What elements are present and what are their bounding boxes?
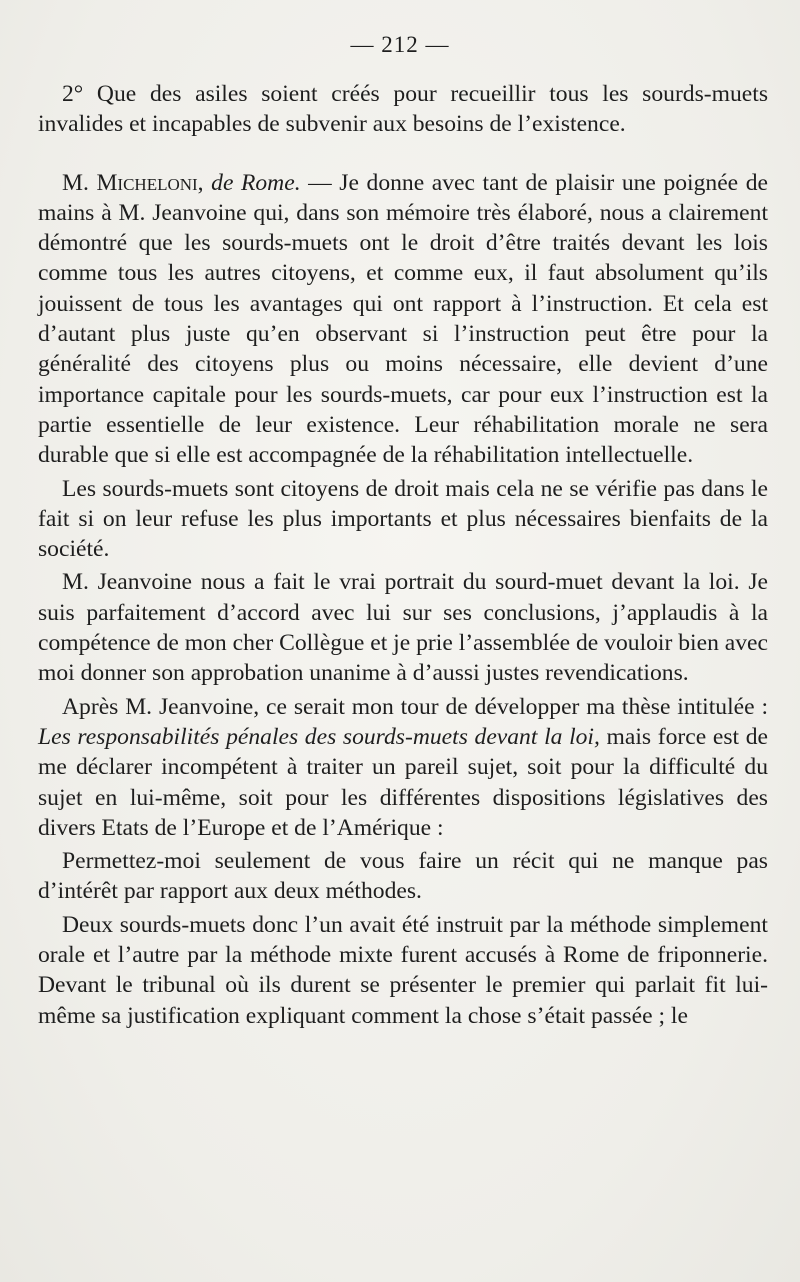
speaker-origin: de Rome. (211, 169, 301, 196)
paragraph-resolution: 2° Que des asiles soient créés pour recueillir tous les sourds-muets invalides et incapables de subvenir aux besoins de l’existence. (38, 81, 768, 138)
paragraph-recit-intro: Permettez-moi seulement de vous faire un récit qui ne manque pas d’intérêt par rapport aux deux méthodes. (38, 848, 768, 905)
thesis-title: Les responsabilités pénales des sourds-muets devant la loi, (38, 723, 600, 750)
speaker-name: M. Micheloni, (62, 169, 204, 196)
speech-text: — Je donne avec tant de plaisir une poignée de mains à M. Jeanvoine qui, dans son mémoire très élaboré, nous a clairement démontré que les sourds-muets ont le droit d’être traités devant les lois comme tous les autres citoyens, et comme eux, il faut absolument qu’ils jouissent de tous les avantages qui ont rapport à l’instruction. Et cela est d’autant plus juste qu’en observant si l’instruction peut être pour la généralité des citoyens plus ou moins nécessaire, elle devient d’une importance capitale pour les sourds-muets, car pour eux l’instruction est la partie essentielle de leur existence. Leur réhabilitation morale ne sera durable que si elle est accompagnée de la réhabilitation intellectuelle. (38, 169, 768, 469)
paragraph-jeanvoine-portrait: M. Jeanvoine nous a fait le vrai portrait du sourd-muet devant la loi. Je suis parfaitement d’accord avec lui sur ses conclusions, j’applaudis à la compétence de mon cher Collègue et je prie l’assemblée de vouloir bien avec moi donner son approbation unanime à d’aussi justes revendications. (38, 569, 768, 687)
paragraph-recit: Deux sourds-muets donc l’un avait été instruit par la méthode simplement orale et l’autre par la méthode mixte furent accusés à Rome de friponnerie. Devant le tribunal où ils durent se présenter le premier qui parlait fit lui-même sa justification expliquant comment la chose s’était passée ; le (38, 911, 768, 1029)
thesis-intro: Après M. Jeanvoine, ce serait mon tour de développer ma thèse intitulée : (62, 693, 768, 720)
paragraph-citizens: Les sourds-muets sont citoyens de droit mais cela ne se vérifie pas dans le fait si on leur refuse les plus importants et plus nécessaires bienfaits de la société. (38, 475, 768, 563)
page-number: — 212 — (350, 32, 450, 57)
paragraph-thesis (38, 692, 768, 843)
thesis-rest: mais force est de me déclarer incompétent à traiter un pareil sujet, soit pour la difficulté du sujet en lui-même, soit pour les différentes dispositions législatives des divers Etats de l’Europe et de l’Amérique : (38, 723, 768, 841)
paragraph-micheloni-speech (38, 168, 768, 471)
body-text (38, 79, 768, 1031)
